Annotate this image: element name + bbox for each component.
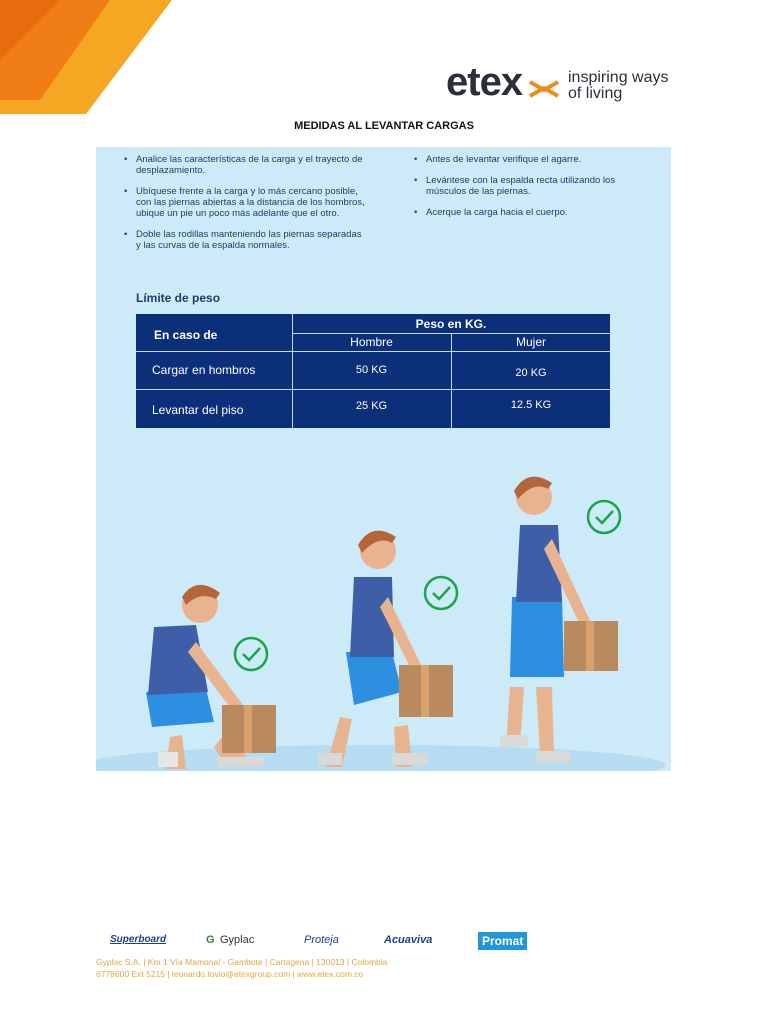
table-cell: 12.5 KG: [510, 399, 552, 411]
page-title: MEDIDAS AL LEVANTAR CARGAS: [294, 120, 474, 132]
brand-proteja: Proteja: [304, 934, 339, 946]
tagline-line-1: inspiring ways: [568, 69, 669, 86]
brand-gyplac-icon: G: [206, 934, 215, 946]
brand-promat: Promat: [478, 932, 527, 950]
corner-decoration: [0, 0, 180, 120]
table-divider: [136, 389, 610, 390]
etex-logo: [446, 60, 686, 106]
bending-worker-figure: [318, 531, 457, 767]
table-sub-header-hombre: Hombre: [350, 335, 393, 349]
check-icon: [588, 501, 620, 533]
instruction-item: • Analice las características de la carga y el trayecto de desplazamiento.: [122, 154, 367, 176]
instruction-item: • Levántese con la espalda recta utilizando los músculos de las piernas.: [412, 175, 642, 197]
table-divider: [136, 351, 610, 352]
instruction-item: • Antes de levantar verifique el agarre.: [412, 154, 642, 165]
logo-wordmark: etex: [446, 60, 523, 104]
footer-contact-line: 6778600 Ext 5215 | leonardo.tovio@etexgroup.com | www.etex.com.co: [96, 969, 364, 979]
lifting-illustration: [96, 447, 671, 771]
table-divider: [292, 333, 610, 334]
table-row-label: Levantar del piso: [152, 403, 244, 417]
table-sub-header-mujer: Mujer: [515, 335, 546, 349]
instruction-item: • Ubíquese frente a la carga y lo más cercano posible, con las piernas abiertas a la distancia de los hombros, ubique un pie un poco más adelante que el otro.: [122, 186, 367, 219]
footer-contact: [96, 956, 387, 980]
brand-gyplac: Gyplac: [220, 934, 255, 946]
table-col-header: En caso de: [154, 328, 218, 342]
instructions-right: [412, 154, 642, 228]
instruction-item: • Doble las rodillas manteniendo las piernas separadas y las curvas de la espalda normales.: [122, 229, 367, 251]
table-cell: 20 KG: [515, 367, 547, 379]
tagline-line-2: of living: [568, 85, 623, 102]
weight-limit-table: [136, 314, 610, 428]
footer-brand-logos: [106, 932, 546, 954]
table-group-header: Peso en KG.: [415, 317, 487, 331]
check-icon: [425, 577, 457, 609]
table-row-label: Cargar en hombros: [152, 363, 256, 377]
check-icon: [235, 638, 267, 670]
squatting-worker-figure: [146, 585, 276, 769]
table-cell: 25 KG: [355, 400, 388, 412]
logo-x-mark: [528, 78, 560, 100]
standing-worker-figure: [500, 477, 620, 763]
footer-address: Gyplac S.A. | Km 1 Vía Mamonal - Gambote | Cartagena | 130013 | Colombia: [96, 957, 388, 967]
logo-tagline: [568, 70, 668, 102]
instructions-left: [122, 154, 367, 261]
info-panel: [96, 147, 671, 771]
brand-acuaviva: Acuaviva: [384, 934, 433, 946]
brand-superboard: Superboard: [110, 934, 167, 945]
table-cell: 50 KG: [355, 364, 388, 376]
limit-heading: Límite de peso: [136, 291, 221, 305]
instruction-item: • Acerque la carga hacia el cuerpo.: [412, 207, 642, 218]
